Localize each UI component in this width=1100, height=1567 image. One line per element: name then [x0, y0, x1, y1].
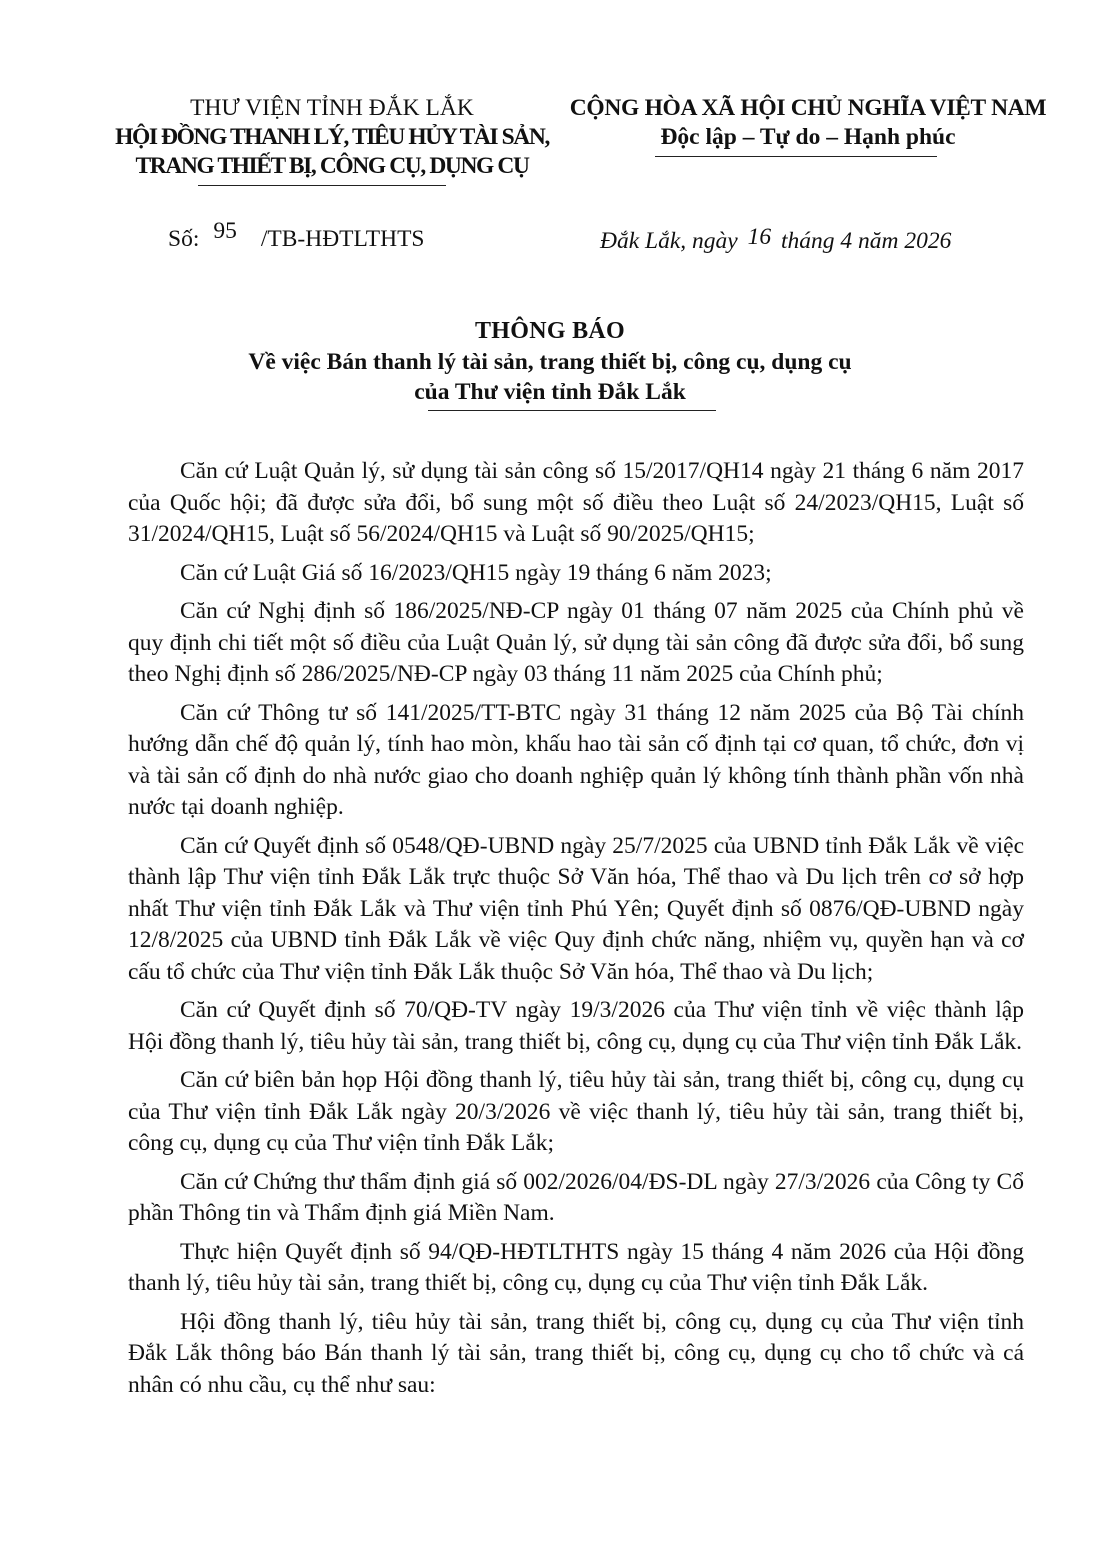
council-name-line2: TRANG THIẾT BỊ, CÔNG CỤ, DỤNG CỤ	[135, 153, 529, 179]
document-number-value: 95	[213, 218, 237, 244]
national-header	[548, 94, 1068, 152]
title-underline	[428, 410, 716, 411]
issuer-underline	[198, 185, 446, 186]
motto-underline	[655, 156, 937, 157]
body-paragraph: Thực hiện Quyết định số 94/QĐ-HĐTLTHTS ngày 15 tháng 4 năm 2026 của Hội đồng thanh lý, tiêu hủy tài sản, trang thiết bị, công cụ, dụng cụ của Thư viện tỉnh Đắk Lắk.	[128, 1238, 1024, 1296]
body-paragraph: Căn cứ Luật Giá số 16/2023/QH15 ngày 19 tháng 6 năm 2023;	[180, 559, 772, 586]
body-paragraph: Căn cứ Thông tư số 141/2025/TT-BTC ngày 31 tháng 12 năm 2025 của Bộ Tài chính hướng dẫn chế độ quản lý, tính hao mòn, khấu hao tài sản cố định tại cơ quan, tổ chức, đơn vị và tài sản cố định do nhà nước giao cho doanh nghiệp quản lý không tính thành phần vốn nhà nước tại doanh nghiệp.	[128, 699, 1024, 820]
agency-name: THƯ VIỆN TỈNH ĐẮK LẮK	[190, 95, 474, 121]
document-date	[600, 224, 952, 255]
document-subtitle-line2: của Thư viện tỉnh Đắk Lắk	[414, 379, 686, 405]
republic-name: CỘNG HÒA XÃ HỘI CHỦ NGHĨA VIỆT NAM	[569, 95, 1047, 121]
document-title-block	[0, 316, 1100, 407]
document-subtitle-line1: Về việc Bán thanh lý tài sản, trang thiết bị, công cụ, dụng cụ	[248, 349, 852, 375]
body-paragraph: Hội đồng thanh lý, tiêu hủy tài sản, trang thiết bị, công cụ, dụng cụ của Thư viện tỉnh Đắk Lắk thông báo Bán thanh lý tài sản, trang thiết bị, công cụ, dụng cụ cho tổ chức và cá nhân có nhu cầu, cụ thể như sau:	[128, 1308, 1024, 1398]
document-title: THÔNG BÁO	[474, 318, 626, 344]
body-paragraph: Căn cứ Chứng thư thẩm định giá số 002/2026/04/ĐS-DL ngày 27/3/2026 của Công ty Cổ phần Thông tin và Thẩm định giá Miền Nam.	[128, 1168, 1024, 1226]
body-paragraph: Căn cứ Luật Quản lý, sử dụng tài sản công số 15/2017/QH14 ngày 21 tháng 6 năm 2017 của Quốc hội; đã được sửa đổi, bổ sung một số điều theo Luật số 24/2023/QH15, Luật số 31/2024/QH15, Luật số 56/2024/QH15 và Luật số 90/2025/QH15;	[128, 458, 1024, 547]
national-motto: Độc lập – Tự do – Hạnh phúc	[660, 124, 956, 150]
council-name-line1: HỘI ĐỒNG THANH LÝ, TIÊU HỦY TÀI SẢN,	[115, 124, 549, 150]
document-body	[128, 456, 1024, 1408]
body-paragraph: Căn cứ biên bản họp Hội đồng thanh lý, tiêu hủy tài sản, trang thiết bị, công cụ, dụng cụ của Thư viện tỉnh Đắk Lắk ngày 20/3/2026 về việc thanh lý, tiêu hủy tài sản, trang thiết bị, công cụ, dụng cụ của Thư viện tỉnh Đắk Lắk;	[128, 1067, 1024, 1156]
document-number-suffix: /TB-HĐTLTHTS	[260, 226, 425, 252]
issuer-header	[72, 94, 592, 181]
body-paragraph: Căn cứ Quyết định số 0548/QĐ-UBND ngày 25/7/2025 của UBND tỉnh Đắk Lắk về việc thành lập Thư viện tỉnh Đắk Lắk trực thuộc Sở Văn hóa, Thể thao và Du lịch trên cơ sở hợp nhất Thư viện tỉnh Đắk Lắk và Thư viện tỉnh Phú Yên; Quyết định số 0876/QĐ-UBND ngày 12/8/2025 của UBND tỉnh Đắk Lắk về việc Quy định chức năng, nhiệm vụ, quyền hạn và cơ cấu tổ chức của Thư viện tỉnh Đắk Lắk thuộc Sở Văn hóa, Thể thao và Du lịch;	[128, 832, 1024, 985]
body-paragraph: Căn cứ Nghị định số 186/2025/NĐ-CP ngày 01 tháng 07 năm 2025 của Chính phủ về quy định chi tiết một số điều của Luật Quản lý, sử dụng tài sản công đã được sửa đổi, bổ sung theo Nghị định số 286/2025/NĐ-CP ngày 03 tháng 11 năm 2025 của Chính phủ;	[128, 598, 1024, 687]
body-paragraph: Căn cứ Quyết định số 70/QĐ-TV ngày 19/3/2026 của Thư viện tỉnh về việc thành lập Hội đồng thanh lý, tiêu hủy tài sản, trang thiết bị, công cụ, dụng cụ của Thư viện tỉnh Đắk Lắk.	[128, 997, 1024, 1055]
date-day: 16	[747, 224, 772, 250]
date-suffix: tháng 4 năm 2026	[780, 228, 952, 254]
document-number-prefix: Số:	[168, 226, 200, 252]
date-prefix: Đắk Lắk, ngày	[600, 228, 738, 254]
document-number	[168, 218, 425, 253]
